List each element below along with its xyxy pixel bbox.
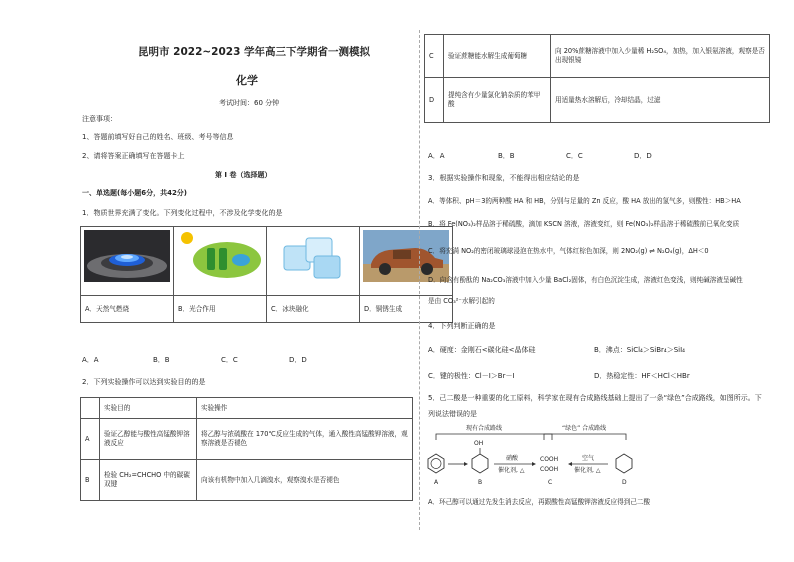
q3-option-d: D．向含有酚酞的 Na₂CO₃溶液中加入少量 BaCl₂固体，有白色沉淀生成，溶液红色变浅，则纯碱溶液呈碱性 bbox=[428, 276, 743, 284]
cooh-top: COOH bbox=[540, 456, 559, 463]
q1-image-cell-d bbox=[360, 227, 453, 296]
route-old-label: 现有合成路线 bbox=[466, 425, 503, 432]
q2-row-b-op: 向该有机物中加入几滴溴水，观察溴水是否褪色 bbox=[197, 460, 413, 501]
q1-image-cell-a bbox=[81, 227, 174, 296]
exam-time: 考试时间：60 分钟 bbox=[219, 99, 280, 107]
q1-answer-c: C．C bbox=[221, 356, 238, 364]
column-divider bbox=[419, 30, 421, 530]
q4-option-b: B．沸点：SiCl₄＞SiBr₄＞SiI₄ bbox=[594, 346, 685, 354]
q2-row-c-label: C bbox=[425, 35, 444, 78]
q3-option-a: A．等体积、pH＝3的两种酸 HA 和 HB，分别与足量的 Zn 反应，酸 HA 放出的氢气多，则酸性：HB＞HA bbox=[428, 197, 741, 205]
notice-title: 注意事项： bbox=[82, 115, 117, 123]
q2-stem: 2．下列实验操作可以达到实验目的的是 bbox=[82, 378, 206, 386]
q2-answer-a: A．A bbox=[428, 152, 445, 160]
q5-stem-2: 列说法错误的是 bbox=[428, 410, 477, 418]
volume-title: 第 I 卷（选择题） bbox=[215, 171, 272, 179]
cooh-bottom: COOH bbox=[540, 466, 559, 473]
q1-image-cell-b bbox=[174, 227, 267, 296]
q1-image-cell-c bbox=[267, 227, 360, 296]
photosynthesis-image bbox=[177, 230, 263, 282]
q4-option-c: C．键的极性：Cl－I＞Br－I bbox=[428, 372, 515, 380]
gas-stove-image bbox=[84, 230, 170, 282]
q2-row-c-op: 向 20%蔗糖溶液中加入少量稀 H₂SO₄，加热，加入银氨溶液，观察是否出现银镜 bbox=[551, 35, 770, 78]
q2-table bbox=[80, 397, 413, 501]
q1-option-c: C．冰块融化 bbox=[267, 296, 360, 323]
q2-row-d-label: D bbox=[425, 78, 444, 123]
q1-stem: 1．物质世界充满了变化。下列变化过程中，不涉及化学变化的是 bbox=[82, 209, 283, 217]
q1-answer-d: D．D bbox=[289, 356, 307, 364]
label-d: D bbox=[622, 479, 627, 486]
q1-option-d: D．铜锈生成 bbox=[360, 296, 453, 323]
q2-answer-c: C．C bbox=[566, 152, 583, 160]
label-b: B bbox=[478, 479, 483, 486]
q1-option-a: A．天然气燃烧 bbox=[81, 296, 174, 323]
oh-group: OH bbox=[474, 440, 484, 447]
q2-row-b-goal: 检验 CH₂=CHCHO 中的碳碳双键 bbox=[100, 460, 197, 501]
q3-option-d-cont: 是由 CO₃²⁻水解引起的 bbox=[428, 297, 495, 305]
q4-stem: 4．下列判断正确的是 bbox=[428, 322, 496, 330]
reagent-air: 空气 bbox=[582, 455, 595, 462]
q1-answer-b: B．B bbox=[153, 356, 170, 364]
q2-row-a-label: A bbox=[81, 419, 100, 460]
notice-1: 1、答题前填写好自己的姓名、班级、考号等信息 bbox=[82, 133, 234, 141]
section-heading: 一、单选题(每小题6分，共42分) bbox=[82, 189, 188, 197]
q1-option-b: B．光合作用 bbox=[174, 296, 267, 323]
route-green-label: “绿色” 合成路线 bbox=[562, 425, 607, 432]
q2-answer-d: D．D bbox=[634, 152, 652, 160]
ice-cubes-image bbox=[270, 230, 356, 282]
reagent-catalyst-2: 催化剂, △ bbox=[574, 467, 601, 474]
q2-header-goal: 实验目的 bbox=[100, 398, 197, 419]
subject-title: 化学 bbox=[236, 74, 258, 87]
notice-2: 2、请将答案正确填写在答题卡上 bbox=[82, 152, 185, 160]
q2-row-c-goal: 验证蔗糖能水解生成葡萄糖 bbox=[444, 35, 551, 78]
q2-table-continued bbox=[424, 34, 770, 123]
q2-row-a-op: 将乙醇与浓硫酸在 170℃反应生成的气体，通入酸性高锰酸钾溶液，观察溶液是否褪色 bbox=[197, 419, 413, 460]
q1-answer-a: A．A bbox=[82, 356, 99, 364]
page-title: 昆明市 2022~2023 学年高三下学期省一测模拟 bbox=[138, 46, 371, 58]
reagent-catalyst-1: 催化剂, △ bbox=[498, 467, 525, 474]
q2-header-op: 实验操作 bbox=[197, 398, 413, 419]
label-c: C bbox=[548, 479, 553, 486]
rusty-car-image bbox=[363, 230, 449, 282]
q2-header-blank bbox=[81, 398, 100, 419]
label-a: A bbox=[434, 479, 439, 486]
q1-table bbox=[80, 226, 453, 323]
q4-option-d: D．热稳定性：HF＜HCl＜HBr bbox=[594, 372, 690, 380]
reagent-nitric-acid: 硝酸 bbox=[506, 455, 519, 462]
q5-option-a: A．环己醇可以通过先发生消去反应，再跟酸性高锰酸钾溶液反应得到己二酸 bbox=[428, 498, 651, 506]
q3-option-c: C．将充满 NO₂的密闭玻璃球浸泡在热水中，气体红棕色加深，则 2NO₂(g) ⇌ N₂O₄(g)，ΔH＜0 bbox=[428, 247, 709, 255]
q5-stem-1: 5．己二酸是一种重要的化工原料，科学家在现有合成路线基础上提出了一条“绿色”合成路线，如图所示。下 bbox=[428, 394, 762, 402]
q2-row-d-goal: 提纯含有少量氯化钠杂质的苯甲酸 bbox=[444, 78, 551, 123]
q2-row-d-op: 用适量热水溶解后，冷却结晶，过滤 bbox=[551, 78, 770, 123]
q2-row-a-goal: 验证乙醇能与酸性高锰酸钾溶液反应 bbox=[100, 419, 197, 460]
q3-option-b: B．将 Fe(NO₃)₂样品溶于稀硫酸，滴加 KSCN 溶液，溶液变红，则 Fe(NO₃)₂样品溶于稀硫酸前已氧化变质 bbox=[428, 220, 740, 228]
reaction-scheme bbox=[422, 424, 644, 490]
q2-row-b-label: B bbox=[81, 460, 100, 501]
q4-option-a: A．硬度：金刚石<碳化硅<晶体硅 bbox=[428, 346, 536, 354]
q2-answer-b: B．B bbox=[498, 152, 515, 160]
q3-stem: 3．根据实验操作和现象，不能得出相应结论的是 bbox=[428, 174, 580, 182]
